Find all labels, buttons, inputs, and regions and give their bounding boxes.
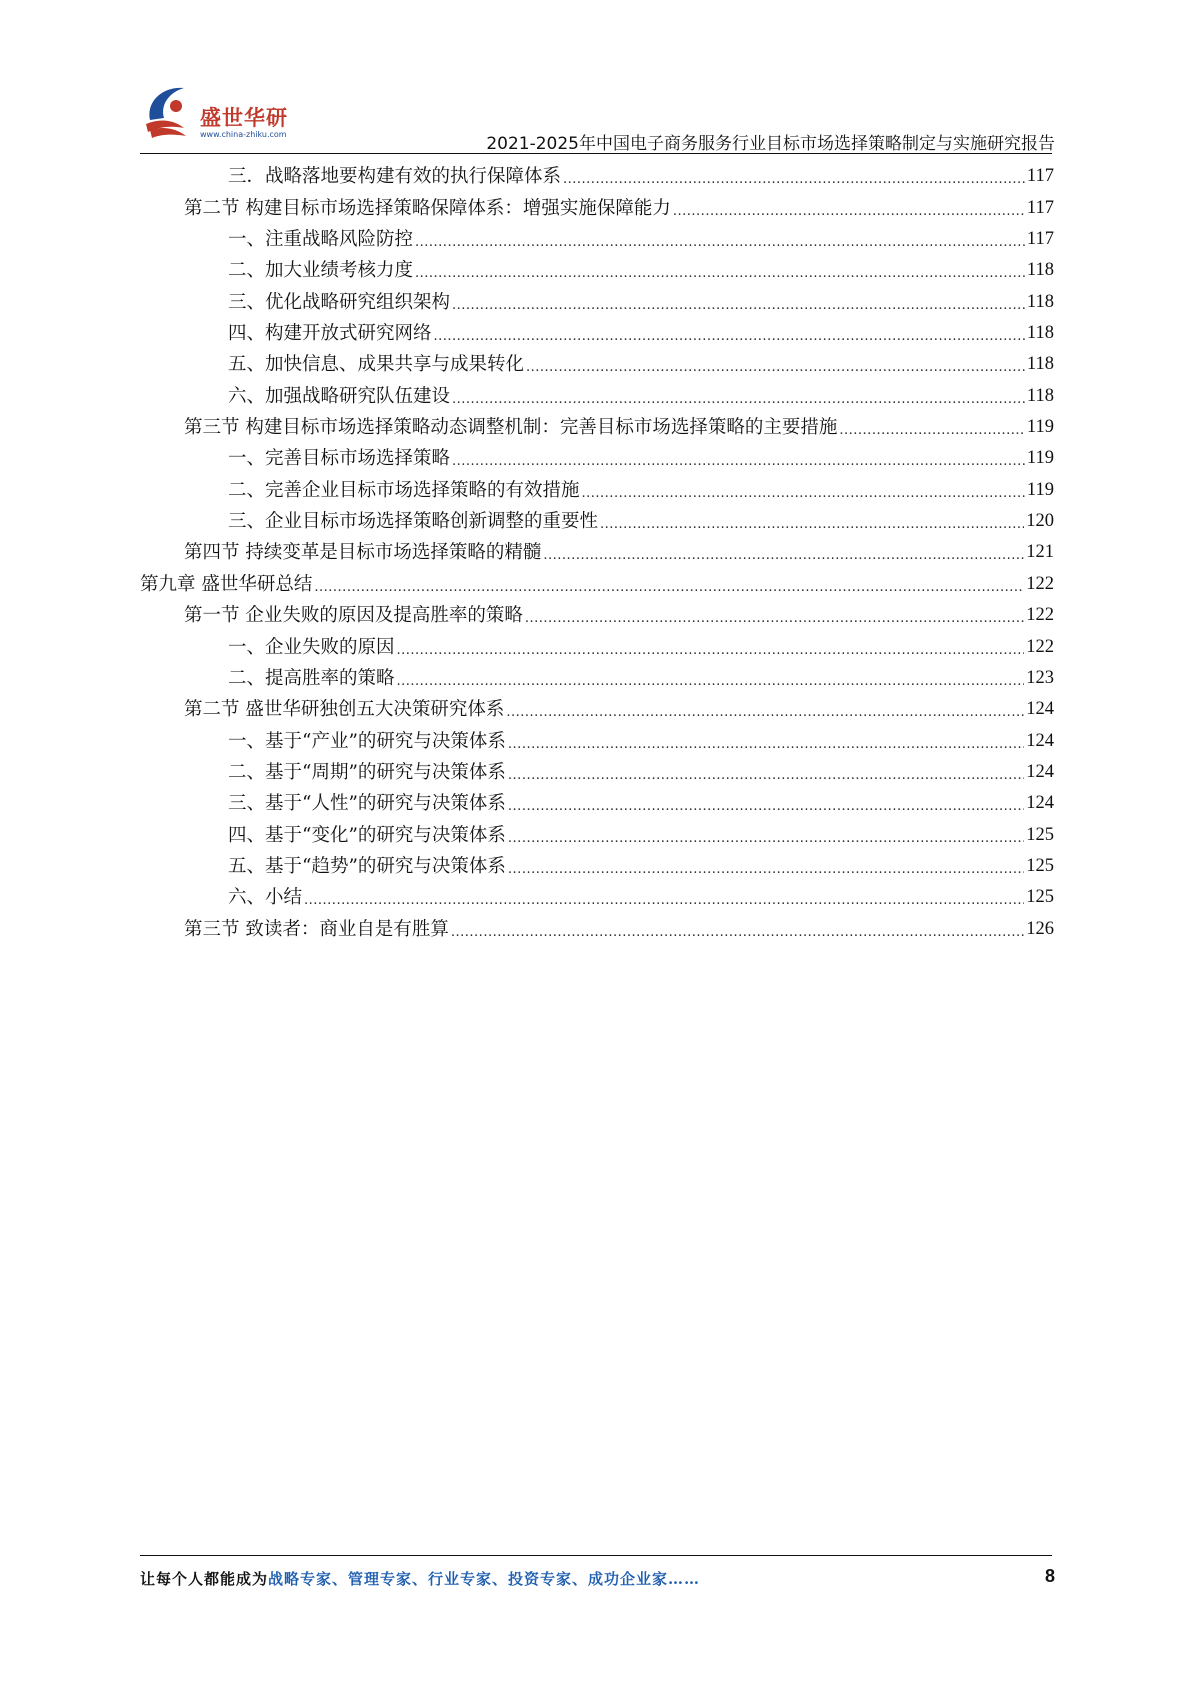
toc-entry[interactable] xyxy=(140,474,1054,505)
toc-entry-title: 五、基于“趋势”的研究与决策体系 xyxy=(228,855,506,877)
toc-entry-page: 124 xyxy=(1026,761,1054,782)
table-of-contents xyxy=(140,161,1054,945)
toc-entry-title: 第二节 盛世华研独创五大决策研究体系 xyxy=(184,699,505,721)
toc-dot-leader xyxy=(582,475,1025,506)
toc-entry-page: 118 xyxy=(1026,323,1054,344)
toc-entry-title: 二、基于“周期”的研究与决策体系 xyxy=(228,761,506,783)
toc-entry-title: 一、基于“产业”的研究与决策体系 xyxy=(228,730,506,752)
footer-slogan-lead: 让每个人都能成为 xyxy=(140,1570,269,1588)
toc-entry-page: 122 xyxy=(1026,636,1054,657)
toc-entry-title: 第四节 持续变革是目标市场选择策略的精髓 xyxy=(184,542,542,564)
toc-entry-page: 125 xyxy=(1026,855,1054,876)
toc-dot-leader xyxy=(508,757,1024,788)
toc-entry-title: 三．战略落地要构建有效的执行保障体系 xyxy=(228,166,562,188)
toc-entry-title: 六、加强战略研究队伍建设 xyxy=(228,385,451,407)
toc-dot-leader xyxy=(506,694,1024,725)
toc-entry[interactable] xyxy=(140,349,1054,380)
toc-entry[interactable] xyxy=(140,412,1054,443)
toc-dot-leader xyxy=(525,600,1024,631)
toc-entry-title: 一、完善目标市场选择策略 xyxy=(228,448,451,470)
toc-entry[interactable] xyxy=(140,506,1054,537)
toc-dot-leader xyxy=(314,569,1024,600)
company-logo xyxy=(140,80,310,146)
toc-entry-page: 117 xyxy=(1026,197,1054,218)
toc-dot-leader xyxy=(397,632,1025,663)
toc-entry-page: 125 xyxy=(1026,824,1054,845)
toc-entry[interactable] xyxy=(140,788,1054,819)
toc-entry[interactable] xyxy=(140,224,1054,255)
toc-dot-leader xyxy=(508,788,1024,819)
logo-name: 盛世华研 xyxy=(200,106,288,130)
toc-entry-title: 四、基于“变化”的研究与决策体系 xyxy=(228,824,506,846)
toc-dot-leader xyxy=(304,882,1024,913)
toc-entry-title: 一、企业失败的原因 xyxy=(228,636,395,658)
toc-entry-page: 118 xyxy=(1026,385,1054,406)
toc-dot-leader xyxy=(397,663,1025,694)
toc-entry[interactable] xyxy=(140,318,1054,349)
toc-entry[interactable] xyxy=(140,757,1054,788)
toc-entry-title: 二、加大业绩考核力度 xyxy=(228,260,414,282)
logo-emblem-icon xyxy=(140,80,202,142)
toc-entry-page: 121 xyxy=(1026,542,1054,563)
toc-entry-page: 119 xyxy=(1026,448,1054,469)
toc-entry-title: 二、完善企业目标市场选择策略的有效措施 xyxy=(228,479,580,501)
toc-entry-title: 五、加快信息、成果共享与成果转化 xyxy=(228,354,525,376)
toc-entry-title: 第二节 构建目标市场选择策略保障体系：增强实施保障能力 xyxy=(184,197,671,219)
logo-url: www.china-zhiku.com xyxy=(200,130,287,139)
toc-entry[interactable] xyxy=(140,725,1054,756)
toc-entry[interactable] xyxy=(140,537,1054,568)
toc-entry[interactable] xyxy=(140,819,1054,850)
toc-entry[interactable] xyxy=(140,600,1054,631)
toc-entry-title: 三、优化战略研究组织架构 xyxy=(228,291,451,313)
toc-entry-page: 118 xyxy=(1026,354,1054,375)
toc-dot-leader xyxy=(434,318,1025,349)
toc-dot-leader xyxy=(508,820,1024,851)
toc-dot-leader xyxy=(673,193,1025,224)
toc-entry[interactable] xyxy=(140,631,1054,662)
toc-dot-leader xyxy=(526,349,1025,380)
toc-entry-title: 第三节 致读者：商业自是有胜算 xyxy=(184,918,449,940)
header-divider xyxy=(140,153,1052,154)
footer-divider xyxy=(140,1555,1052,1556)
toc-entry-page: 122 xyxy=(1026,605,1054,626)
toc-entry-title: 第一节 企业失败的原因及提高胜率的策略 xyxy=(184,605,523,627)
toc-entry[interactable] xyxy=(140,161,1054,192)
toc-entry-page: 119 xyxy=(1026,417,1054,438)
toc-entry[interactable] xyxy=(140,694,1054,725)
toc-entry[interactable] xyxy=(140,851,1054,882)
footer-slogan xyxy=(140,1568,700,1589)
toc-dot-leader xyxy=(451,914,1024,945)
toc-entry-page: 118 xyxy=(1026,260,1054,281)
toc-dot-leader xyxy=(839,412,1025,443)
toc-entry[interactable] xyxy=(140,286,1054,317)
toc-entry[interactable] xyxy=(140,192,1054,223)
toc-entry-page: 124 xyxy=(1026,730,1054,751)
toc-entry[interactable] xyxy=(140,882,1054,913)
toc-entry-title: 第三节 构建目标市场选择策略动态调整机制：完善目标市场选择策略的主要措施 xyxy=(184,417,838,439)
toc-entry-page: 118 xyxy=(1026,291,1054,312)
toc-entry-page: 126 xyxy=(1026,918,1054,939)
toc-entry-page: 123 xyxy=(1026,667,1054,688)
footer-slogan-highlight: 战略专家、管理专家、行业专家、投资专家、成功企业家…… xyxy=(268,1570,701,1588)
toc-entry-title: 六、小结 xyxy=(228,887,303,909)
toc-dot-leader xyxy=(452,381,1025,412)
toc-entry-page: 119 xyxy=(1026,479,1054,500)
toc-entry-page: 120 xyxy=(1026,511,1054,532)
toc-dot-leader xyxy=(415,224,1025,255)
toc-entry-title: 三、基于“人性”的研究与决策体系 xyxy=(228,793,506,815)
toc-entry-page: 117 xyxy=(1026,166,1054,187)
toc-entry-title: 四、构建开放式研究网络 xyxy=(228,323,432,345)
toc-entry[interactable] xyxy=(140,913,1054,944)
toc-entry-page: 125 xyxy=(1026,887,1054,908)
toc-entry-page: 117 xyxy=(1026,229,1054,250)
toc-dot-leader xyxy=(563,161,1025,192)
toc-dot-leader xyxy=(452,443,1025,474)
report-title: 2021-2025年中国电子商务服务行业目标市场选择策略制定与实施研究报告 xyxy=(486,134,1055,154)
toc-entry-title: 三、企业目标市场选择策略创新调整的重要性 xyxy=(228,511,599,533)
toc-entry-page: 124 xyxy=(1026,699,1054,720)
toc-dot-leader xyxy=(543,537,1024,568)
toc-entry[interactable] xyxy=(140,443,1054,474)
toc-entry[interactable] xyxy=(140,380,1054,411)
toc-entry-title: 一、注重战略风险防控 xyxy=(228,229,414,251)
page-number: 8 xyxy=(1044,1566,1055,1586)
toc-entry[interactable] xyxy=(140,568,1054,599)
toc-dot-leader xyxy=(508,726,1024,757)
toc-entry-page: 122 xyxy=(1026,573,1054,594)
toc-entry[interactable] xyxy=(140,663,1054,694)
toc-dot-leader xyxy=(600,506,1024,537)
toc-dot-leader xyxy=(415,255,1025,286)
toc-dot-leader xyxy=(508,851,1024,882)
toc-dot-leader xyxy=(452,287,1025,318)
toc-entry[interactable] xyxy=(140,255,1054,286)
toc-entry-page: 124 xyxy=(1026,793,1054,814)
toc-entry-title: 二、提高胜率的策略 xyxy=(228,667,395,689)
toc-entry-title: 第九章 盛世华研总结 xyxy=(140,573,313,595)
page-header xyxy=(0,0,1191,154)
